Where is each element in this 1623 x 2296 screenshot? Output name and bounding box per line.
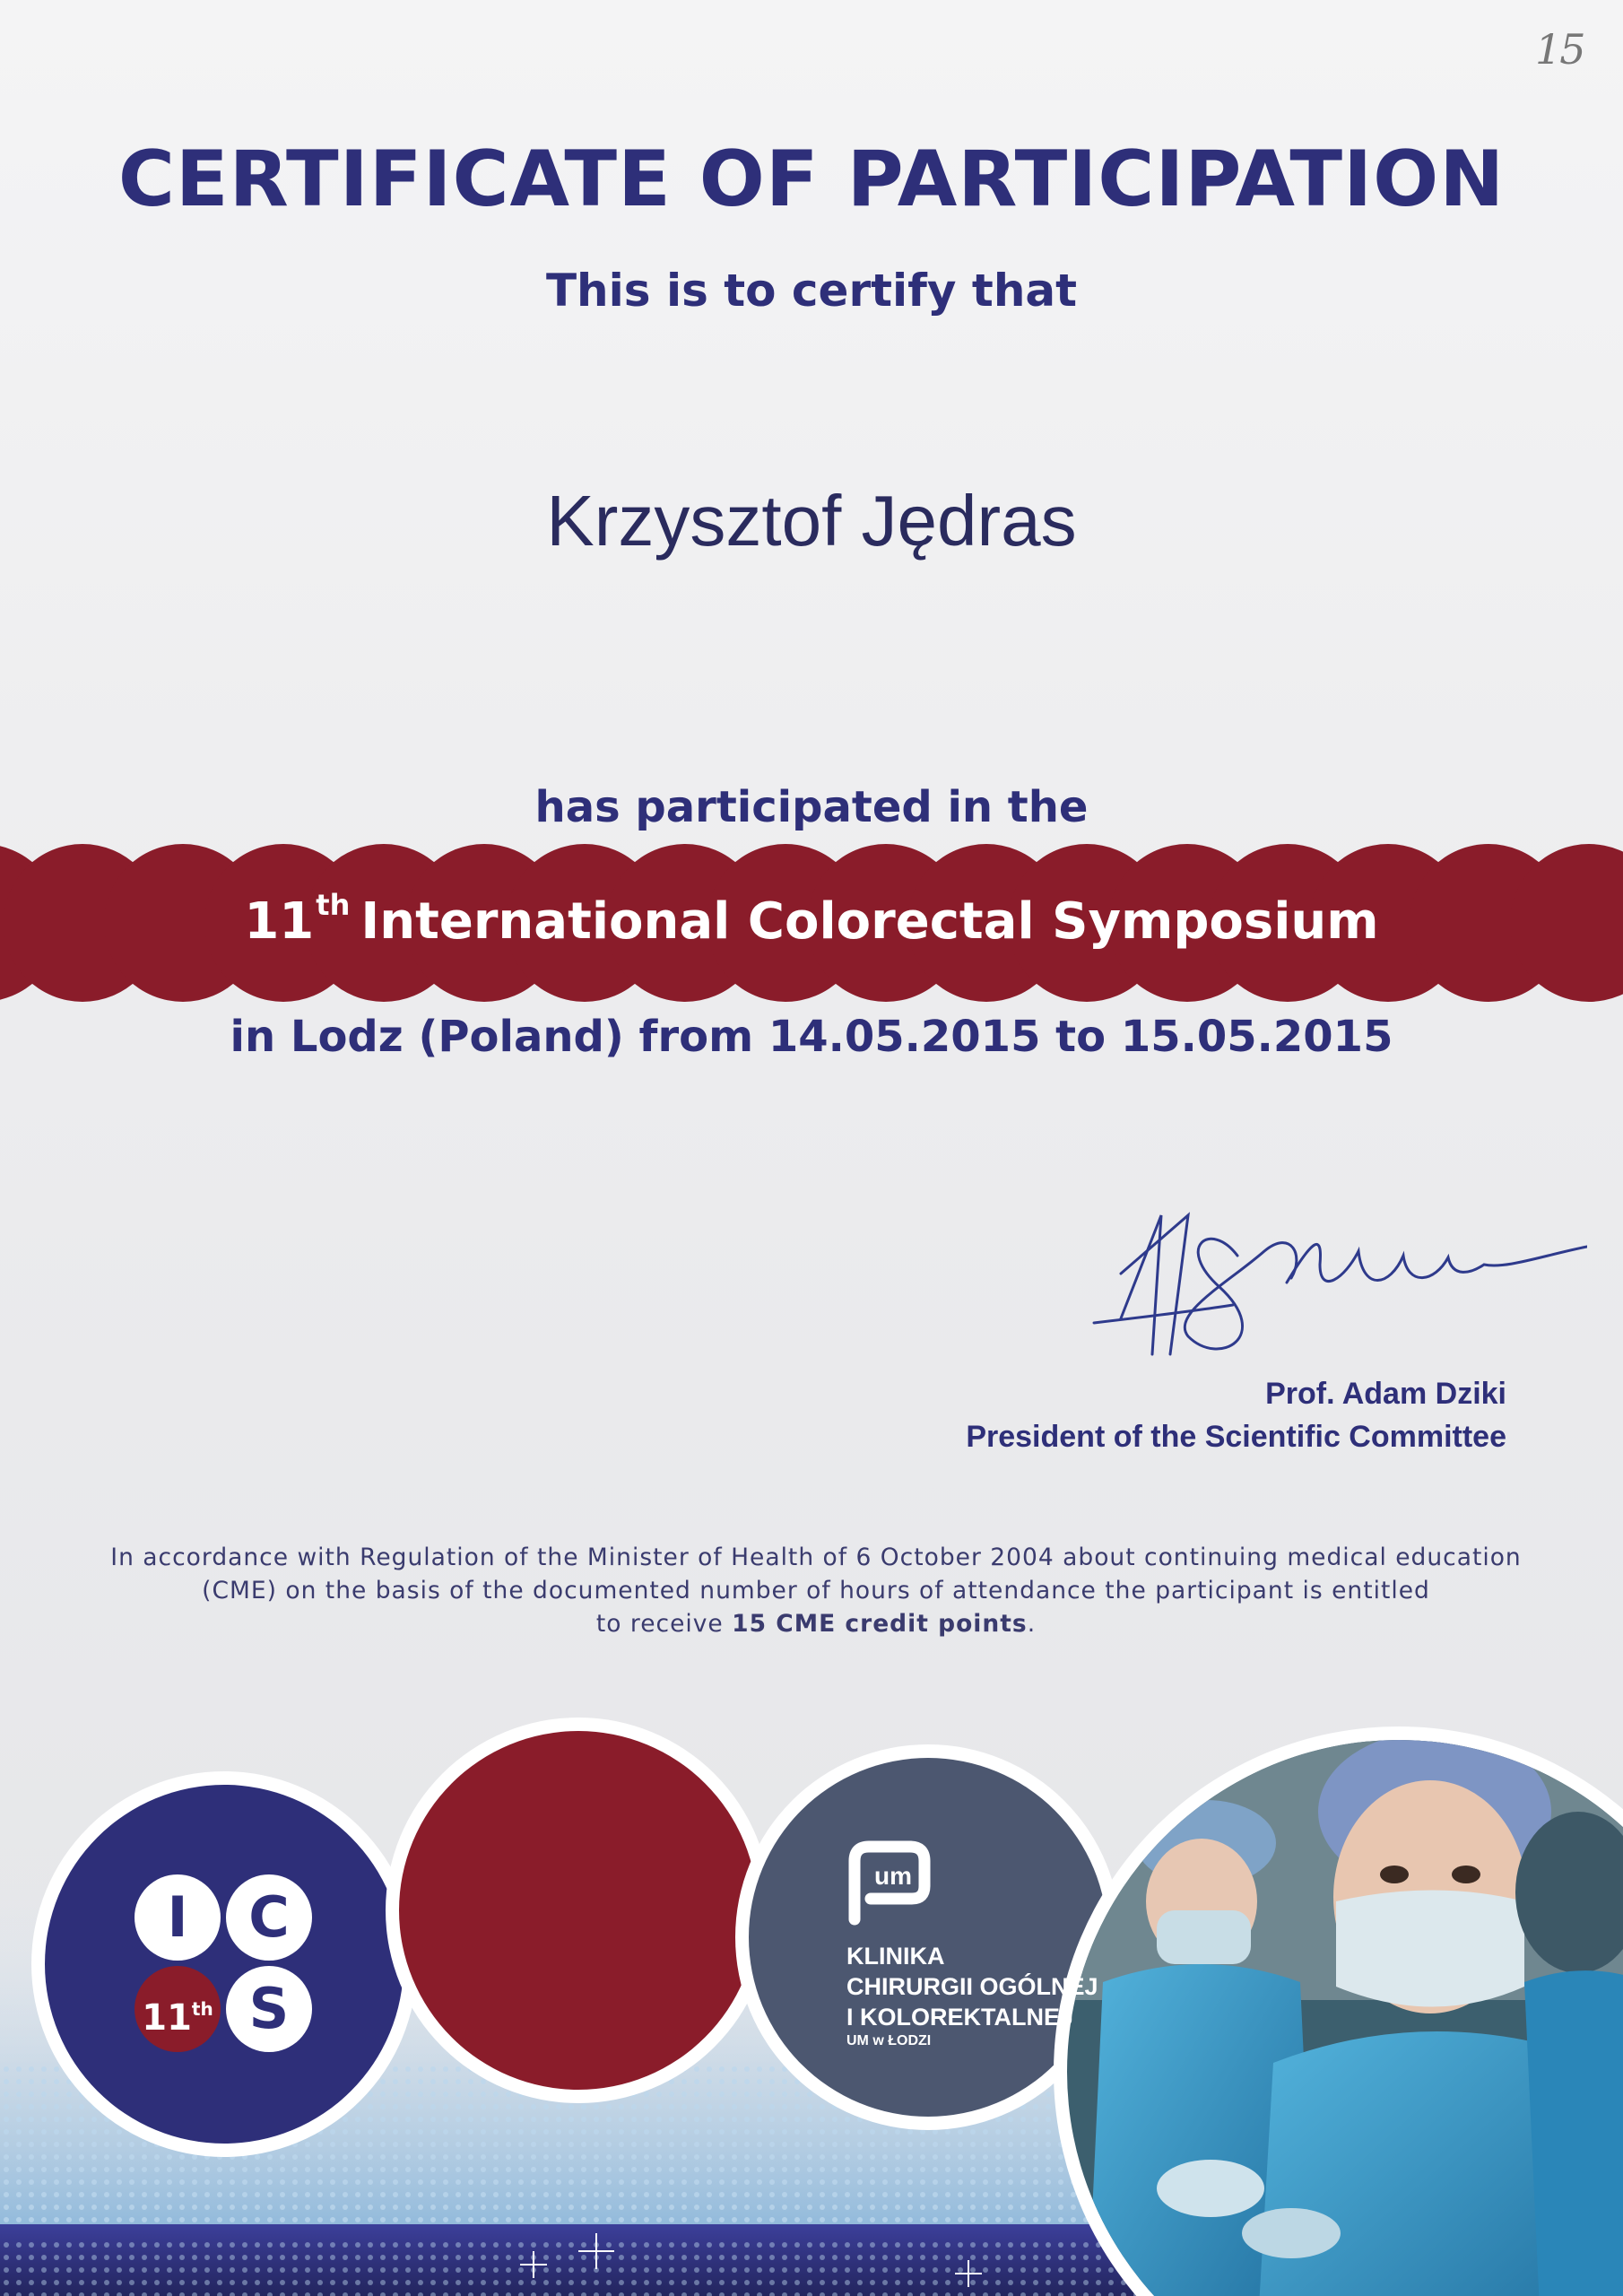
- clinic-line-2: CHIRURGII OGÓLNEJ: [846, 1973, 1098, 2000]
- clinic-line-3: I KOLOREKTALNEJ: [846, 2004, 1074, 2031]
- um-mark-text: um: [874, 1862, 912, 1890]
- signature-mark: [1085, 1202, 1587, 1372]
- signatory-name: Prof. Adam Dziki: [1265, 1377, 1506, 1411]
- event-title-text: International Colorectal Symposium: [360, 892, 1379, 951]
- ics-letter-s: S: [226, 1966, 312, 2052]
- certify-line: This is to certify that: [545, 265, 1078, 317]
- clinic-line-1: KLINIKA: [846, 1943, 945, 1970]
- page-number: 15: [1535, 25, 1584, 74]
- cme-notice-line-3: to receive 15 CME credit points.: [595, 1610, 1037, 1638]
- ics-logo: [135, 1874, 314, 2054]
- event-location-dates: in Lodz (Poland) from 14.05.2015 to 15.05.2015: [230, 1012, 1393, 1062]
- event-ordinal: th: [316, 888, 351, 922]
- certificate-title: CERTIFICATE OF PARTICIPATION: [117, 135, 1506, 224]
- cme-notice-line-2: (CME) on the basis of the documented number of hours of attendance the participant is entitled: [202, 1577, 1430, 1605]
- signatory-role: President of the Scientific Committee: [966, 1420, 1506, 1454]
- clinic-line-4: UM w ŁODZI: [846, 2033, 932, 2048]
- surgeons-photo: [1058, 1731, 1623, 2296]
- cme-credit-points: 15 CME credit points: [732, 1610, 1028, 1638]
- cme-notice: [81, 1541, 1551, 1640]
- participant-name: Krzysztof Jędras: [546, 481, 1077, 561]
- colon-icon: [838, 1834, 937, 1933]
- cme-notice-line-1: In accordance with Regulation of the Minister of Health of 6 October 2004 about continuing medical education: [110, 1544, 1522, 1571]
- event-title: [0, 888, 1623, 951]
- participated-line: has participated in the: [534, 782, 1089, 832]
- ics-letter-i: I: [135, 1874, 221, 1961]
- event-number: 11: [244, 892, 315, 951]
- ics-edition-badge: 11th: [135, 1966, 221, 2052]
- ics-letter-c: C: [226, 1874, 312, 1961]
